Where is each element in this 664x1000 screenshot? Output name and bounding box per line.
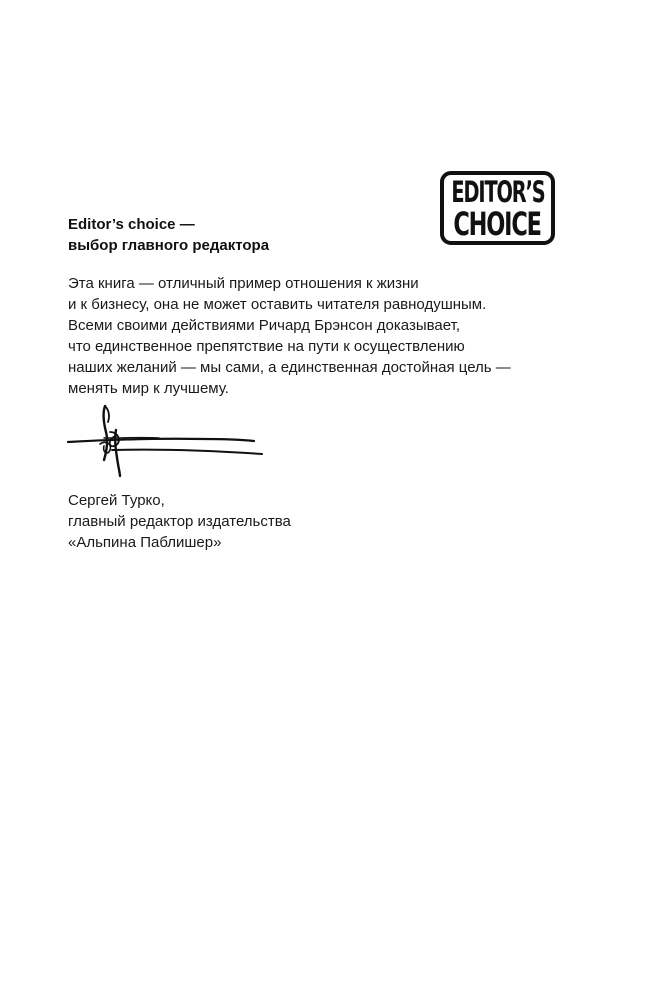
- body-line: Всеми своими действиями Ричард Брэнсон доказывает,: [68, 317, 460, 334]
- body-line: что единственное препятствие на пути к осуществлению: [68, 338, 465, 355]
- body-line: менять мир к лучшему.: [68, 380, 229, 397]
- signature-image: [64, 400, 270, 478]
- section-heading: [68, 214, 269, 256]
- author-name: Сергей Турко,: [68, 492, 165, 509]
- logo-line-1: EDITOR’S: [450, 175, 545, 209]
- body-paragraph: [68, 273, 511, 399]
- body-line: и к бизнесу, она не может оставить читателя равнодушным.: [68, 296, 487, 313]
- heading-line-2: выбор главного редактора: [68, 237, 270, 254]
- publisher-name: «Альпина Паблишер»: [68, 534, 222, 551]
- author-signature-block: [68, 490, 291, 553]
- body-line: наших желаний — мы сами, а единственная достойная цель —: [68, 359, 511, 376]
- editors-choice-logo: [440, 171, 555, 245]
- author-title: главный редактор издательства: [68, 513, 291, 530]
- body-line: Эта книга — отличный пример отношения к жизни: [68, 275, 419, 292]
- heading-line-1: Editor’s choice —: [68, 216, 195, 233]
- logo-line-2: CHOICE: [453, 205, 542, 243]
